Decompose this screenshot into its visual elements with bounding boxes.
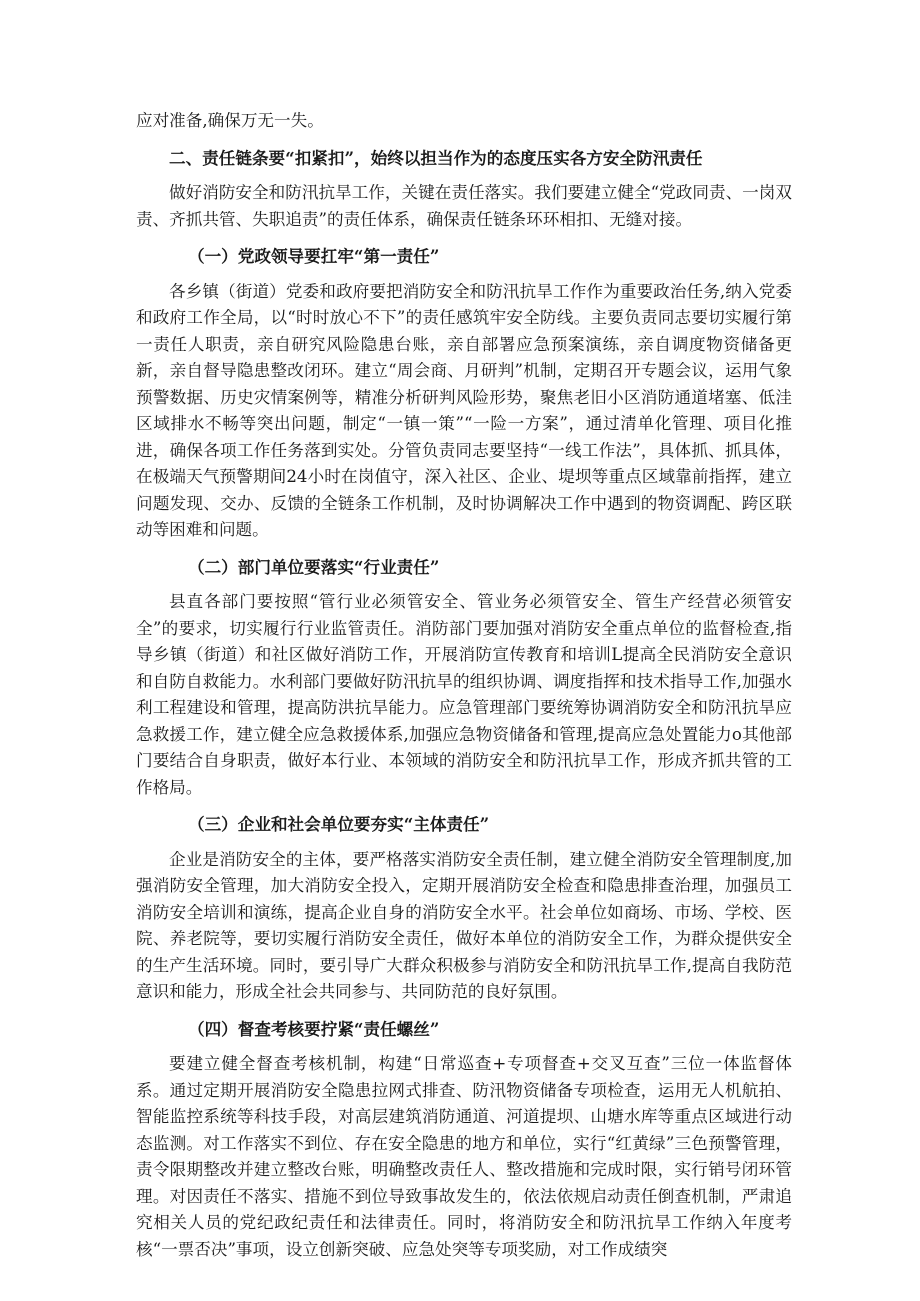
subsection-3-heading: （三）企业和社会单位要夯实“主体责任” (188, 814, 490, 834)
subsection-3-paragraph: 企业是消防安全的主体，要严格落实消防安全责任制，建立健全消防安全管理制度,加强消防安全管理，加大消防安全投入，定期开展消防安全检查和隐患排查治理，加强员工消防安全培训和演练，提高企业自身的消防安全水平。社会单位如商场、市场、学校、医院、养老院等，要切实履行消防安全责任，做好本单位的消防安全工作，为群众提供安全的生产生活环境。同时，要引导广大群众积极参与消防安全和防汛抗旱工作,提高自我防范意识和能力，形成全社会共同参与、共同防范的良好氛围。 (136, 849, 792, 1001)
subsection-4-heading: （四）督查考核要拧紧“责任螺丝” (188, 1018, 440, 1039)
document-page (136, 108, 792, 1263)
subsection-1-heading: （一）党政领导要扛牢“第一责任” (188, 246, 440, 266)
section-intro-paragraph: 做好消防安全和防汛抗旱工作，关键在责任落实。我们要建立健全“党政同责、一岗双责、齐抓共管、失职追责”的责任体系，确保责任链条环环相扣、无缝对接。 (136, 183, 792, 229)
subsection-4-paragraph: 要建立健全督查考核机制，构建“日常巡查+专项督查+交叉互查”三位一体监督体系。通过定期开展消防安全隐患拉网式排查、防汛物资储备专项检查，运用无人机航拍、智能监控系统等科技手段，对高层建筑消防通道、河道提坝、山塘水库等重点区域进行动态监测。对工作落实不到位、存在安全隐患的地方和单位，实行“红黄绿”三色预警管理，责令限期整改并建立整改台账，明确整改责任人、整改措施和完成时限，实行销号闭环管理。对因责任不落实、措施不到位导致事故发生的，依法依规启动责任倒查机制，严肃追究相关人员的党纪政纪责任和法律责任。同时，将消防安全和防汛抗旱工作纳入年度考核“一票否决”事项，设立创新突破、应急处突等专项奖励，对工作成绩突 (136, 1054, 792, 1259)
lead-paragraph: 应对准备,确保万无一失。 (136, 111, 324, 130)
subsection-2-paragraph: 县直各部门要按照“管行业必须管安全、管业务必须管安全、管生产经营必须管安全”的要求，切实履行行业监管责任。消防部门要加强对消防安全重点单位的监督检查,指导乡镇（街道）和社区做好消防工作，开展消防宣传教育和培训L提高全民消防安全意识和自防自救能力。水利部门要做好防汛抗旱的组织协调、调度指挥和技术指导工作,加强水利工程建设和管理，提高防洪抗旱能力。应急管理部门要统筹协调消防安全和防汛抗旱应急救援工作，建立健全应急救援体系,加强应急物资储备和管理,提高应急处置能力o其他部门要结合自身职责，做好本行业、本领域的消防安全和防汛抗旱工作，形成齐抓共管的工作格局。 (136, 592, 792, 797)
subsection-1-paragraph: 各乡镇（街道）党委和政府要把消防安全和防汛抗旱工作作为重要政治任务,纳入党委和政府工作全局，以“时时放心不下”的责任感筑牢安全防线。主要负责同志要切实履行第一责任人职责，亲自研究风险隐患台账，亲自部署应急预案演练，亲自调度物资储备更新，亲自督导隐患整改闭环。建立“周会商、月研判”机制，定期召开专题会议，运用气象预警数据、历史灾情案例等，精准分析研判风险形势，聚焦老旧小区消防通道堵塞、低洼区域排水不畅等突出问题，制定“一镇一策”“一险一方案”，通过清单化管理、项目化推进，确保各项工作任务落到实处。分管负责同志要坚持“一线工作法”，具体抓、抓具体，在极端天气预警期间24小时在岗值守，深入社区、企业、堤坝等重点区域靠前指挥，建立问题发现、交办、反馈的全链条工作机制，及时协调解决工作中遇到的物资调配、跨区联动等困难和问题。 (136, 281, 792, 539)
subsection-2-heading: （二）部门单位要落实“行业责任” (188, 556, 440, 577)
section-heading: 二、责任链条要“扣紧扣”，始终以担当作为的态度压实各方安全防汛责任 (169, 147, 703, 168)
